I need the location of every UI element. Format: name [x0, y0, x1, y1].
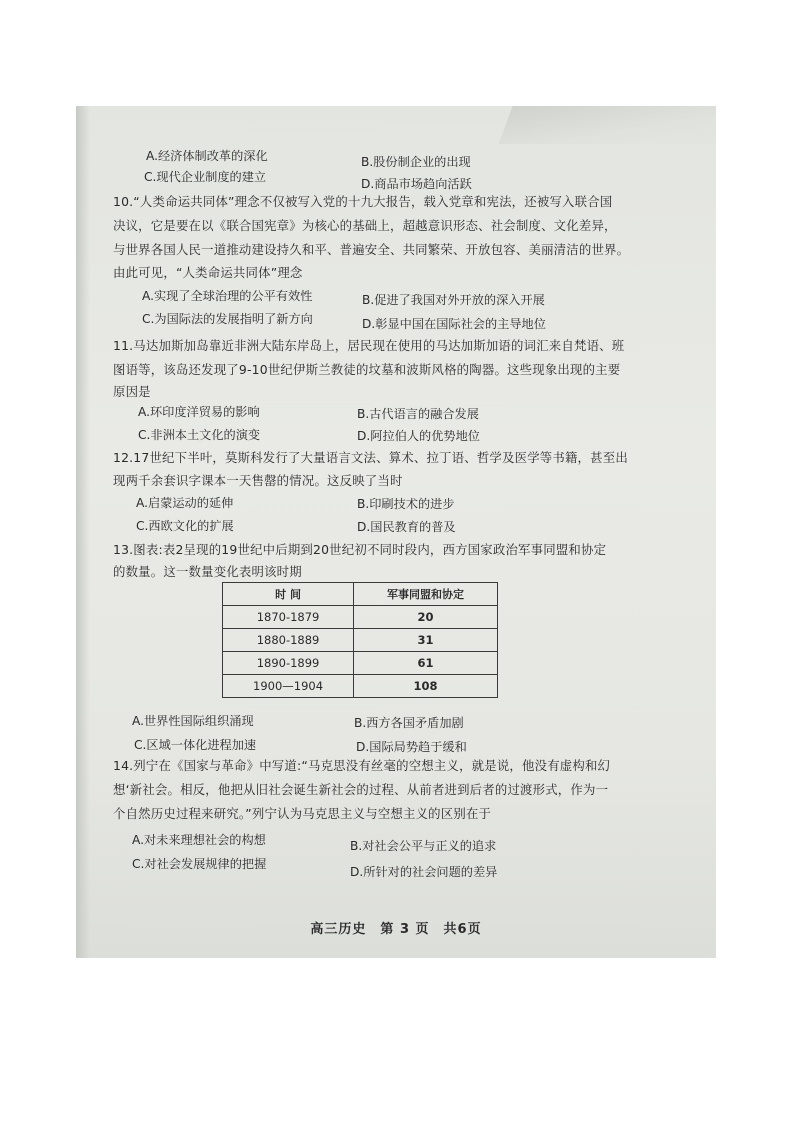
- q10-option-d: D.彰显中国在国际社会的主导地位: [362, 317, 546, 331]
- q10-option-a: A.实现了全球治理的公平有效性: [142, 289, 313, 303]
- alliance-table: [222, 582, 498, 698]
- table-row: [223, 675, 498, 698]
- q10-line-2: 决议，它是要在以《联合国宪章》为核心的基础上，超越意识形态、社会制度、文化差异，: [113, 218, 617, 233]
- table-cell-period: 1880-1889: [223, 629, 354, 652]
- q12-line-2: 现两千余套识字课本一天售罄的情况。这反映了当时: [113, 473, 403, 488]
- q10-option-c: C.为国际法的发展指明了新方向: [142, 312, 313, 326]
- q11-option-b: B.古代语言的融合发展: [357, 407, 479, 421]
- q12-option-c: C.西欧文化的扩展: [136, 519, 234, 533]
- q9-option-a: A.经济体制改革的深化: [146, 149, 268, 163]
- q13-option-b: B.西方各国矛盾加剧: [354, 716, 464, 730]
- q14-line-1: 14.列宁在《国家与革命》中写道:“马克思没有丝毫的空想主义，就是说，他没有虚构和幻: [113, 758, 611, 773]
- q10-line-3: 与世界各国人民一道推动建设持久和平、普遍安全、共同繁荣、开放包容、美丽清洁的世界。: [113, 242, 630, 257]
- q14-option-a: A.对未来理想社会的构想: [132, 833, 266, 847]
- table-header-period: 时 间: [223, 583, 354, 606]
- q13-option-c: C.区域一体化进程加速: [134, 738, 257, 752]
- q10-option-b: B.促进了我国对外开放的深入开展: [362, 293, 545, 307]
- q11-option-c: C.非洲本土文化的演变: [138, 428, 261, 442]
- exam-page: [76, 106, 716, 958]
- page-footer: 高三历史 第 3 页 共6页: [310, 922, 482, 937]
- table-cell-period: 1900—1904: [223, 675, 354, 698]
- q12-option-b: B.印刷技术的进步: [357, 497, 455, 511]
- q9-option-d: D.商品市场趋向活跃: [361, 177, 472, 191]
- q13-option-d: D.国际局势趋于缓和: [356, 740, 467, 754]
- q14-option-c: C.对社会发展规律的把握: [132, 857, 267, 871]
- document-photo: [76, 106, 716, 958]
- table-cell-count: 108: [354, 675, 498, 698]
- q11-line-3: 原因是: [113, 384, 151, 399]
- table-row: [223, 606, 498, 629]
- q13-line-1: 13.图表:表2呈现的19世纪中后期到20世纪初不同时段内，西方国家政治军事同盟和协定: [113, 542, 607, 557]
- q13-option-a: A.世界性国际组织涌现: [132, 714, 254, 728]
- table-header-row: [223, 583, 498, 606]
- q11-line-1: 11.马达加斯加岛靠近非洲大陆东岸岛上，居民现在使用的马达加斯加语的词汇来自梵语、班: [113, 338, 625, 353]
- table-cell-count: 61: [354, 652, 498, 675]
- q9-option-c: C.现代企业制度的建立: [144, 170, 267, 184]
- q14-option-b: B.对社会公平与正义的追求: [350, 839, 497, 853]
- table-cell-count: 20: [354, 606, 498, 629]
- q13-line-2: 的数量。这一数量变化表明该时期: [113, 564, 302, 579]
- table-cell-count: 31: [354, 629, 498, 652]
- table-cell-period: 1870-1879: [223, 606, 354, 629]
- q12-option-a: A.启蒙运动的延伸: [136, 496, 234, 510]
- table-cell-period: 1890-1899: [223, 652, 354, 675]
- q14-line-3: 个自然历史过程来研究。”列宁认为马克思主义与空想主义的区别在于: [113, 806, 492, 821]
- q10-line-1: 10.“人类命运共同体”理念不仅被写入党的十九大报告，载入党章和宪法，还被写入联合国: [113, 194, 613, 209]
- q12-line-1: 12.17世纪下半叶，莫斯科发行了大量语言文法、算术、拉丁语、哲学及医学等书籍，甚至出: [113, 450, 628, 465]
- q11-option-d: D.阿拉伯人的优势地位: [357, 429, 480, 443]
- q11-option-a: A.环印度洋贸易的影响: [138, 405, 260, 419]
- q14-option-d: D.所针对的社会问题的差异: [350, 865, 498, 879]
- q9-option-b: B.股份制企业的出现: [361, 155, 471, 169]
- q12-option-d: D.国民教育的普及: [357, 520, 456, 534]
- q11-line-2: 图语等，该岛还发现了9-10世纪伊斯兰教徒的坟墓和波斯风格的陶器。这些现象出现的主要: [113, 362, 621, 377]
- q10-line-4: 由此可见，“人类命运共同体”理念: [113, 265, 303, 280]
- table-row: [223, 629, 498, 652]
- table-header-count: 军事同盟和协定: [354, 583, 498, 606]
- table-row: [223, 652, 498, 675]
- q14-line-2: 想‘新社会。相反，他把从旧社会诞生新社会的过程、从前者进到后者的过渡形式，作为一: [113, 782, 609, 797]
